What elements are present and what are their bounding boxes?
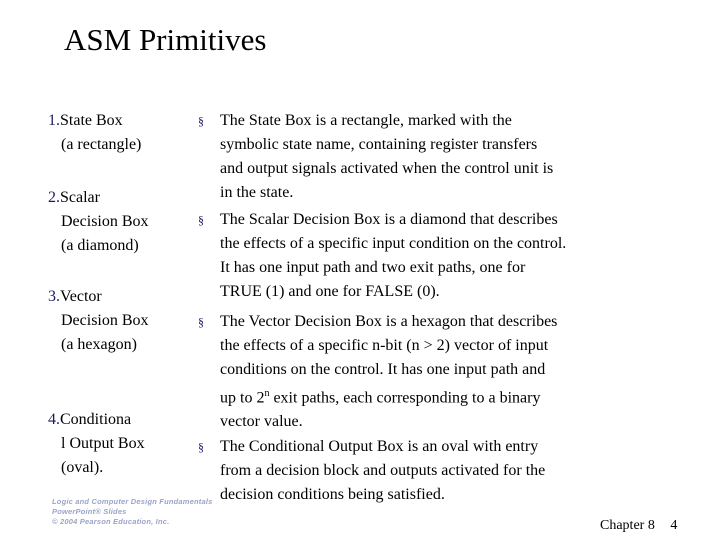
item-number: 2.	[48, 189, 60, 206]
bullet-line: vector value.	[220, 413, 303, 431]
item-label: Decision Box	[61, 213, 149, 230]
item-number: 1.	[48, 112, 60, 129]
list-item-conditional-output-box	[48, 408, 188, 480]
bullet-line: It has one input path and two exit paths, one for	[220, 259, 526, 276]
item-label: (a diamond)	[61, 237, 139, 254]
item-number: 4.	[48, 411, 60, 428]
item-label: (a rectangle)	[61, 136, 142, 153]
bullet-marker-icon: §	[198, 114, 204, 128]
bullet-line: conditions on the control. It has one input path and	[220, 361, 546, 378]
item-label: State Box	[60, 112, 123, 129]
bullet-line: The State Box is a rectangle, marked with the	[220, 112, 512, 129]
page-number: 4	[670, 518, 678, 533]
bullet-line: and output signals activated when the control unit is	[220, 160, 554, 177]
bullet-line: TRUE (1) and one for FALSE (0).	[220, 283, 440, 300]
publisher-logo	[52, 497, 232, 527]
bullet-line-with-superscript	[198, 382, 676, 410]
bullet-line: the effects of a specific n-bit (n > 2) vector of input	[220, 337, 549, 354]
bullet-line: symbolic state name, containing register transfers	[220, 136, 538, 153]
item-label: (oval).	[61, 459, 104, 476]
bullet-marker-icon: §	[198, 213, 204, 227]
item-label: Decision Box	[61, 312, 149, 329]
item-number: 3.	[48, 288, 60, 305]
superscript-n: n	[264, 388, 270, 399]
bullet-line: the effects of a specific input condition on the control.	[220, 235, 567, 252]
line-end: exit paths, each corresponding to a binary	[269, 389, 541, 407]
item-label: l Output Box	[61, 435, 145, 452]
bullet-line: The Scalar Decision Box is a diamond that describes	[220, 211, 558, 228]
bullet-marker-icon: §	[198, 315, 204, 329]
list-item-vector-decision-box	[48, 285, 188, 357]
bullet-line: The Conditional Output Box is an oval with entry	[220, 438, 539, 455]
bullet-conditional-output-box	[198, 435, 676, 507]
logo-line: © 2004 Pearson Education, Inc.	[52, 517, 170, 526]
item-label: Conditiona	[60, 411, 132, 428]
slide-title: ASM Primitives	[64, 22, 267, 57]
logo-line: Logic and Computer Design Fundamentals	[52, 497, 213, 506]
bullet-state-box	[198, 109, 676, 205]
item-label: Vector	[60, 288, 102, 305]
list-item-state-box	[48, 109, 188, 157]
bullet-line: decision conditions being satisfied.	[220, 486, 445, 503]
bullet-line: in the state.	[220, 184, 294, 201]
line-start: up to 2	[220, 389, 265, 407]
bullet-vector-decision-box	[198, 310, 676, 434]
bullet-marker-icon: §	[198, 440, 204, 454]
item-label: Scalar	[60, 189, 100, 206]
bullet-scalar-decision-box	[198, 208, 676, 304]
bullet-line: from a decision block and outputs activated for the	[220, 462, 546, 479]
slide-footer	[600, 517, 677, 535]
chapter-label: Chapter 8	[600, 518, 655, 533]
item-label: (a hexagon)	[61, 336, 137, 353]
list-item-scalar-decision-box	[48, 186, 188, 258]
logo-line: PowerPoint® Slides	[52, 507, 127, 516]
bullet-line: The Vector Decision Box is a hexagon that describes	[220, 313, 558, 330]
